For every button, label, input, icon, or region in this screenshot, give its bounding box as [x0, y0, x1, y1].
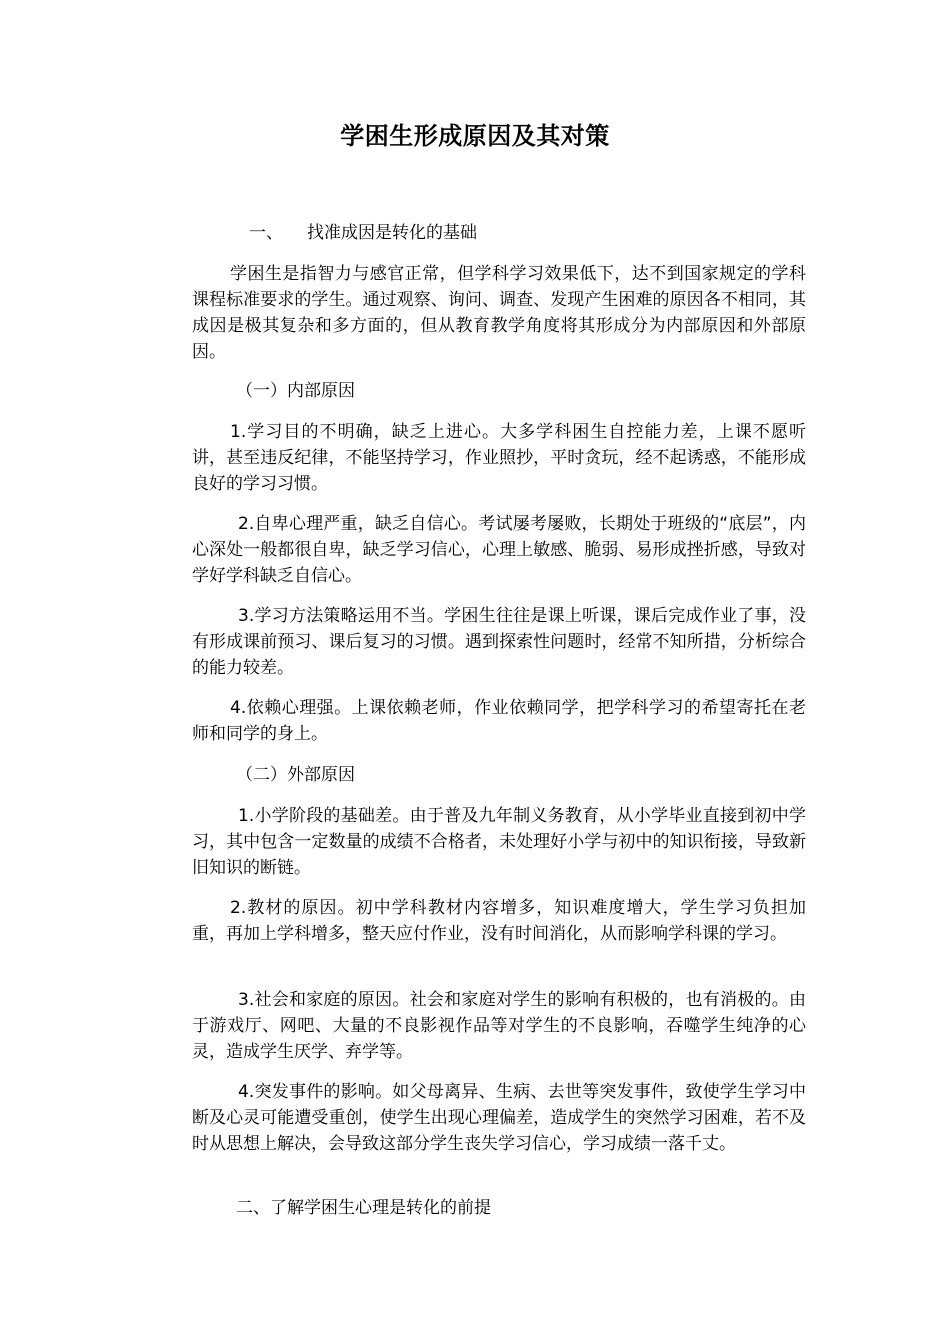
internal-item-2: 2.自卑心理严重，缺乏自信心。考试屡考屡败，长期处于班级的“底层”，内心深处一般都很自卑，缺乏学习信心，心理上敏感、脆弱、易形成挫折感，导致对学好学科缺乏自信心。 — [192, 514, 806, 586]
section-number-1: 一、 — [249, 223, 283, 243]
document-title: 学困生形成原因及其对策 — [340, 122, 610, 150]
internal-item-1: 1.学习目的不明确，缺乏上进心。大多学科困生自控能力差，上课不愿听讲，甚至违反纪律，不能坚持学习，作业照抄，平时贪玩，经不起诱惑，不能形成良好的学习习惯。 — [192, 422, 806, 494]
external-item-4: 4.突发事件的影响。如父母离异、生病、去世等突发事件，致使学生学习中断及心灵可能遭受重创，使学生出现心理偏差，造成学生的突然学习困难，若不及时从思想上解决，会导致这部分学生丧失学习信心，学习成绩一落千丈。 — [192, 1082, 806, 1154]
internal-item-3: 3.学习方法策略运用不当。学困生往往是课上听课，课后完成作业了事，没有形成课前预习、课后复习的习惯。遇到探索性问题时，经常不知所措，分析综合的能力较差。 — [192, 606, 806, 678]
internal-item-4: 4.依赖心理强。上课依赖老师，作业依赖同学，把学科学习的希望寄托在老师和同学的身上。 — [192, 698, 806, 744]
section-heading-1 — [249, 220, 477, 246]
subsection-heading-external: （二）外部原因 — [236, 765, 355, 785]
external-item-2: 2.教材的原因。初中学科教材内容增多，知识难度增大，学生学习负担加重，再加上学科增多，整天应付作业，没有时间消化，从而影响学科课的学习。 — [192, 898, 806, 944]
section-title-1: 找准成因是转化的基础 — [307, 223, 477, 243]
section-heading-2: 二、了解学困生心理是转化的前提 — [236, 1198, 491, 1218]
external-item-3: 3.社会和家庭的原因。社会和家庭对学生的影响有积极的，也有消极的。由于游戏厅、网吧、大量的不良影视作品等对学生的不良影响，吞噬学生纯净的心灵，造成学生厌学、弃学等。 — [192, 990, 806, 1062]
intro-paragraph: 学困生是指智力与感官正常，但学科学习效果低下，达不到国家规定的学科课程标准要求的学生。通过观察、询问、调查、发现产生困难的原因各不相同，其成因是极其复杂和多方面的，但从教育教学角度将其形成分为内部原因和外部原因。 — [192, 264, 806, 362]
subsection-heading-internal: （一）内部原因 — [236, 381, 355, 401]
external-item-1: 1.小学阶段的基础差。由于普及九年制义务教育，从小学毕业直接到初中学习，其中包含一定数量的成绩不合格者，未处理好小学与初中的知识衔接，导致新旧知识的断链。 — [192, 806, 806, 878]
